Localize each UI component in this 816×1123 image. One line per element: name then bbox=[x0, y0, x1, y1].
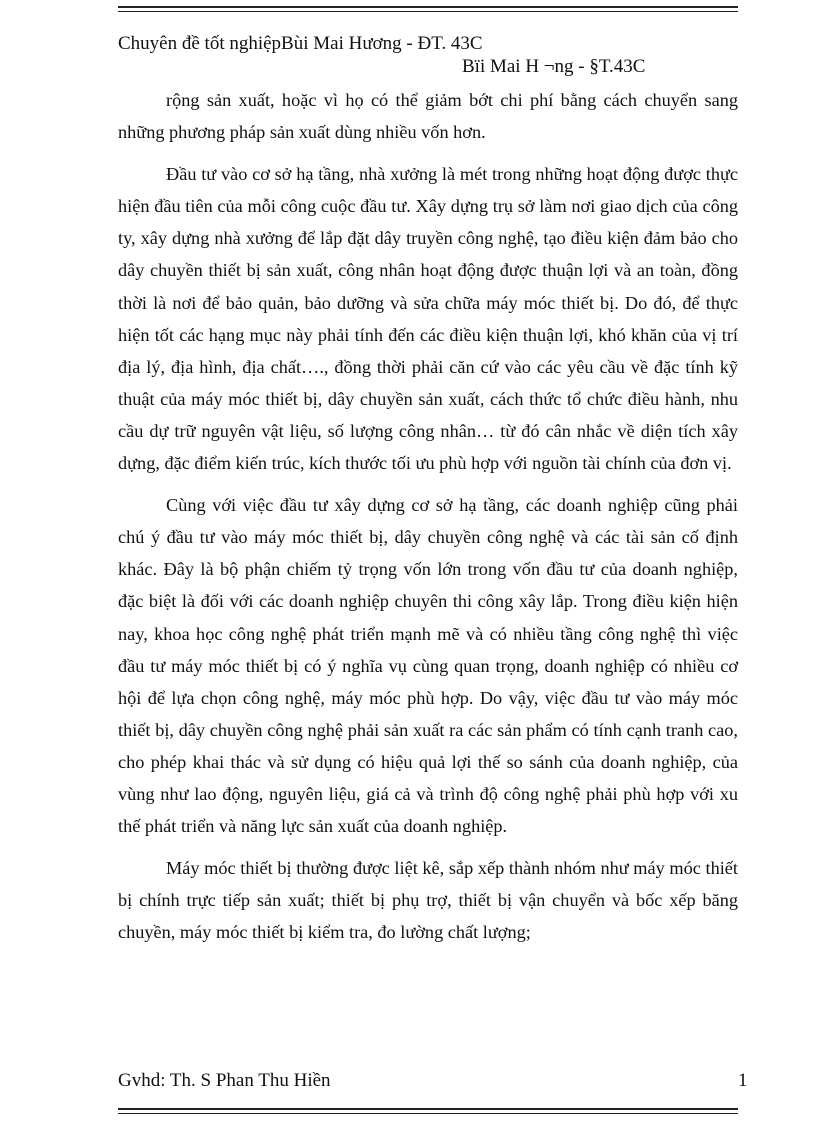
page-number: 1 bbox=[738, 1070, 748, 1091]
running-header-secondary: Bïi Mai H ¬ng - §T.43C bbox=[462, 56, 646, 77]
body-paragraph: rộng sản xuất, hoặc vì họ có thể giảm bớt chi phí bằng cách chuyển sang những phương pháp sản xuất dùng nhiều vốn hơn. bbox=[118, 90, 738, 143]
body-paragraph: Đầu tư vào cơ sở hạ tầng, nhà xưởng là mét trong những hoạt động được thực hiện đầu tiên của mỗi công cuộc đầu tư. Xây dựng trụ sở làm nơi giao dịch của công ty, xây dựng nhà xưởng để lắp đặt dây truyền công nghệ, tạo điều kiện đảm bảo cho dây chuyền thiết bị sản xuất, công nhân hoạt động được thuận lợi và an toàn, đồng thời là nơi để bảo quản, bảo dưỡng và sửa chữa máy móc thiết bị. Do đó, để thực hiện tốt các hạng mục này phải tính đến các điều kiện thuận lợi, khó khăn của vị trí địa lý, địa hình, địa chất…., đồng thời phải căn cứ vào các yêu cầu về đặc tính kỹ thuật của máy móc thiết bị, dây chuyền sản xuất, cách thức tổ chức điều hành, nhu cầu dự trữ nguyên vật liệu, số lượng công nhân… từ đó cân nhắc về diện tích xây dựng, đặc điểm kiến trúc, kích thước tối ưu phù hợp với nguồn tài chính của đơn vị. bbox=[118, 164, 738, 474]
body-paragraph: Máy móc thiết bị thường được liệt kê, sắp xếp thành nhóm như máy móc thiết bị chính trực tiếp sản xuất; thiết bị phụ trợ, thiết bị vận chuyển và bốc xếp băng chuyền, máy móc thiết bị kiểm tra, đo lường chất lượng; bbox=[118, 858, 738, 943]
header-rule bbox=[118, 6, 738, 12]
body-paragraph: Cùng với việc đầu tư xây dựng cơ sở hạ tầng, các doanh nghiệp cũng phải chú ý đầu tư vào máy móc thiết bị, dây chuyền công nghệ và các tài sản cố định khác. Đây là bộ phận chiếm tỷ trọng vốn lớn trong vốn đầu tư của doanh nghiệp, đặc biệt là đối với các doanh nghiệp chuyên thi công xây lắp. Trong điều kiện hiện nay, khoa học công nghệ phát triển mạnh mẽ và có nhiều tầng công nghệ thì việc đầu tư máy móc thiết bị có ý nghĩa vụ cùng quan trọng, doanh nghiệp có nhiều cơ hội để lựa chọn công nghệ, máy móc phù hợp. Do vậy, việc đầu tư vào máy móc thiết bị, dây chuyền công nghệ phải sản xuất ra các sản phẩm có tính cạnh tranh cao, cho phép khai thác và sử dụng có hiệu quả lợi thế so sánh của doanh nghiệp, của vùng như lao động, nguyên liệu, giá cả và trình độ công nghệ phải phù hợp với xu thế phát triển và năng lực sản xuất của doanh nghiệp. bbox=[118, 495, 738, 837]
footer-supervisor: Gvhd: Th. S Phan Thu Hiền bbox=[118, 1070, 331, 1091]
document-body bbox=[118, 84, 738, 958]
running-header: Chuyên đề tốt nghiệpBùi Mai Hương - ĐT. 43C bbox=[118, 33, 483, 54]
footer-rule bbox=[118, 1108, 738, 1114]
